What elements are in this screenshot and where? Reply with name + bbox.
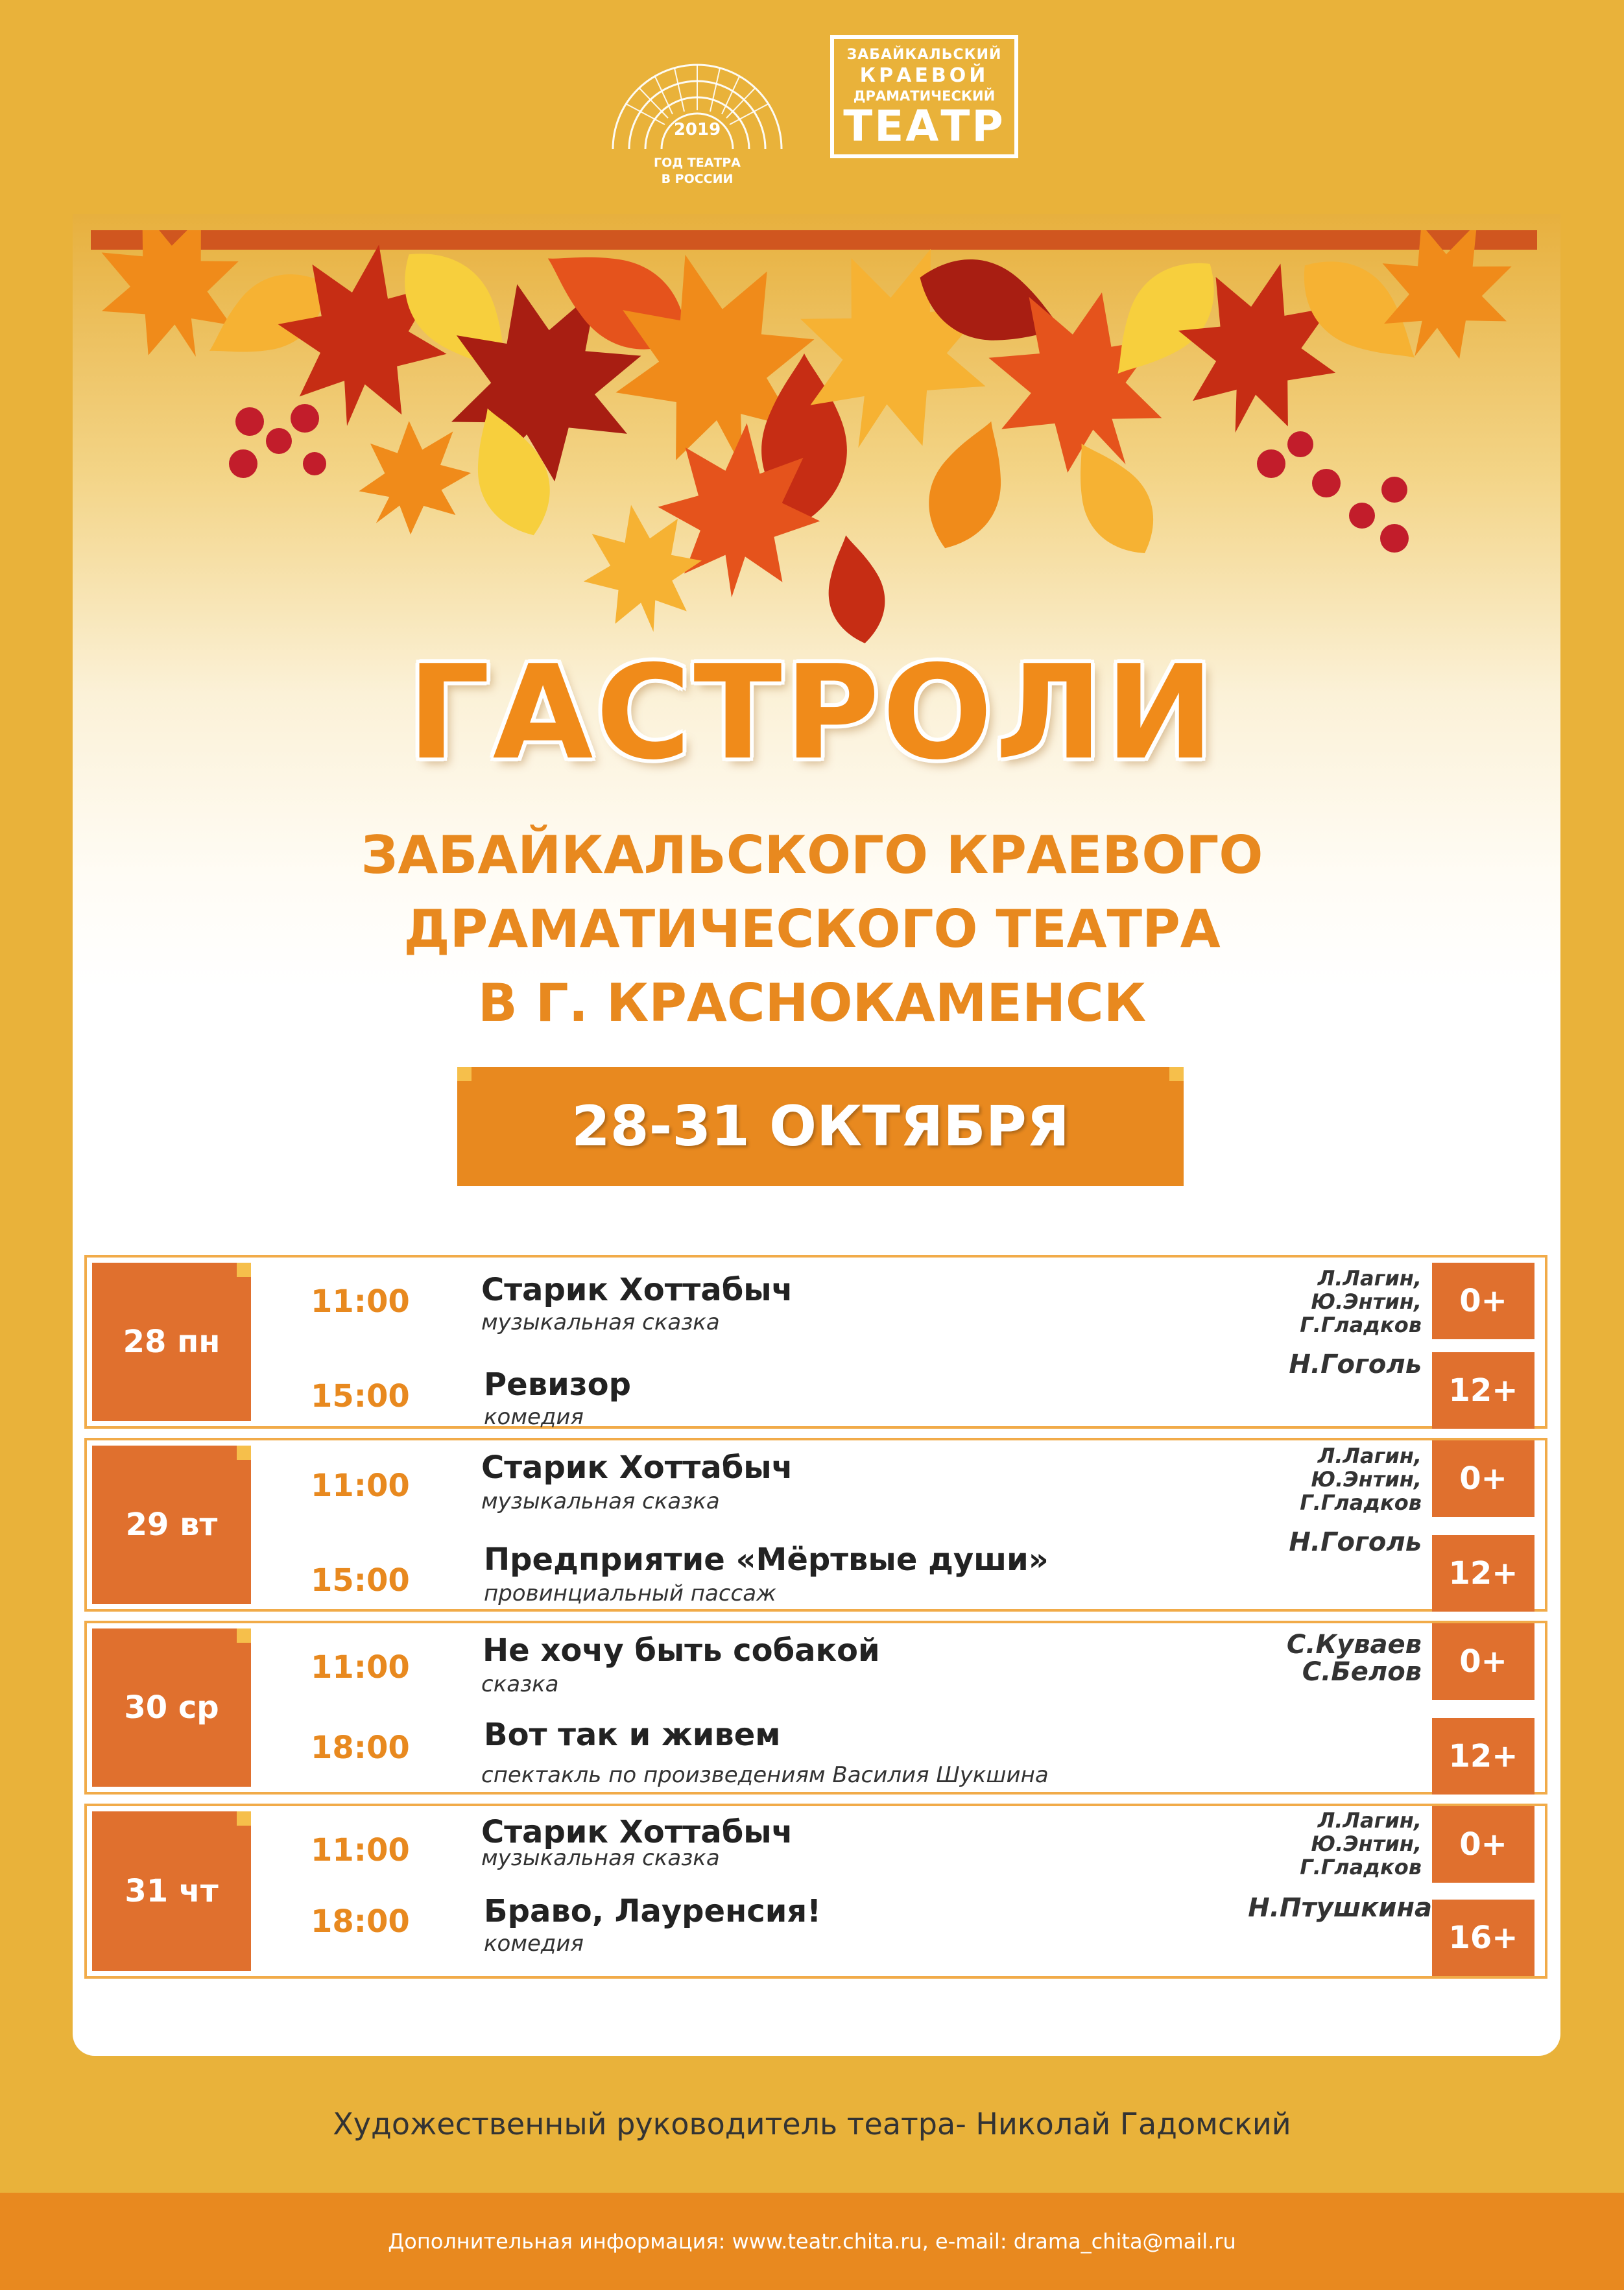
age-rating: 16+ bbox=[1432, 1900, 1534, 1976]
artistic-director: Художественный руководитель театра- Николай Гадомский bbox=[333, 2106, 1291, 2141]
date-range: 28-31 ОКТЯБРЯ bbox=[571, 1094, 1070, 1159]
autumn-leaves-illustration bbox=[91, 230, 1537, 697]
show-time: 11:00 bbox=[311, 1283, 410, 1320]
show-time: 15:00 bbox=[311, 1378, 410, 1414]
author-line: Г.Гладков bbox=[1300, 1855, 1422, 1879]
author-line: Ю.Энтин, bbox=[1311, 1831, 1422, 1856]
author-line: Ю.Энтин, bbox=[1311, 1467, 1422, 1492]
day-text: 31 чт bbox=[125, 1873, 219, 1909]
author-line: Л.Лагин, bbox=[1317, 1444, 1422, 1468]
day-label bbox=[92, 1811, 251, 1971]
footer-contact: Дополнительная информация: www.teatr.chita.ru, e-mail: drama_chita@mail.ru bbox=[0, 2193, 1624, 2290]
show-genre: музыкальная сказка bbox=[481, 1845, 720, 1871]
logo-year-text: 2019 bbox=[673, 120, 721, 139]
age-rating: 12+ bbox=[1432, 1535, 1534, 1612]
show-title: Старик Хоттабыч bbox=[481, 1449, 793, 1486]
schedule-day bbox=[84, 1621, 1547, 1795]
age-rating: 0+ bbox=[1432, 1440, 1534, 1517]
author-line: Г.Гладков bbox=[1300, 1490, 1422, 1515]
show-author bbox=[1149, 1267, 1422, 1337]
show-genre: комедия bbox=[484, 1404, 584, 1430]
show-genre: сказка bbox=[481, 1671, 559, 1697]
age-rating: 0+ bbox=[1432, 1263, 1534, 1339]
label-corner bbox=[237, 1628, 251, 1643]
author-line: Ю.Энтин, bbox=[1311, 1289, 1422, 1314]
author-line: Г.Гладков bbox=[1300, 1313, 1422, 1337]
show-title: Не хочу быть собакой bbox=[483, 1632, 880, 1669]
show-title: Предприятие «Мёртвые души» bbox=[484, 1542, 1049, 1578]
subtitle bbox=[0, 818, 1624, 1040]
show-genre: музыкальная сказка bbox=[481, 1488, 720, 1514]
author-line: Л.Лагин, bbox=[1317, 1808, 1422, 1833]
author-line: Л.Лагин, bbox=[1317, 1266, 1422, 1291]
show-author bbox=[1160, 1894, 1432, 1922]
show-title: Ревизор bbox=[484, 1366, 631, 1403]
show-time: 11:00 bbox=[311, 1649, 410, 1686]
headline: ГАСТРОЛИ bbox=[407, 638, 1217, 789]
author-line: Н.Птушкина bbox=[1248, 1893, 1432, 1923]
banner-corner bbox=[457, 1067, 472, 1081]
label-corner bbox=[237, 1263, 251, 1277]
show-genre: спектакль по произведениям Василия Шукшина bbox=[481, 1762, 1049, 1788]
author-line: С.Куваев bbox=[1286, 1630, 1422, 1660]
show-time: 11:00 bbox=[311, 1468, 410, 1504]
author-line: Н.Гоголь bbox=[1289, 1527, 1422, 1557]
show-time: 11:00 bbox=[311, 1832, 410, 1868]
age-rating: 12+ bbox=[1432, 1352, 1534, 1429]
theatre-logo-line1: ЗАБАЙКАЛЬСКИЙ bbox=[846, 47, 1002, 63]
day-text: 28 пн bbox=[123, 1324, 221, 1360]
day-label bbox=[92, 1446, 251, 1604]
age-rating: 0+ bbox=[1432, 1623, 1534, 1700]
theatre-logo-line4: ТЕАТР bbox=[843, 101, 1005, 151]
day-label bbox=[92, 1263, 251, 1421]
show-time: 15:00 bbox=[311, 1562, 410, 1599]
subtitle-line2: ДРАМАТИЧЕСКОГО ТЕАТРА bbox=[403, 899, 1221, 959]
show-author bbox=[1149, 1351, 1422, 1378]
logo-year-line2: В РОССИИ bbox=[661, 172, 734, 186]
subtitle-line3: В Г. КРАСНОКАМЕНСК bbox=[477, 973, 1147, 1033]
author-line: Н.Гоголь bbox=[1289, 1350, 1422, 1379]
schedule-day bbox=[84, 1438, 1547, 1612]
banner-corner bbox=[1169, 1067, 1184, 1081]
logo-year-line1: ГОД ТЕАТРА bbox=[653, 156, 741, 170]
show-author bbox=[1149, 1444, 1422, 1514]
show-title: Вот так и живем bbox=[484, 1717, 781, 1753]
day-text: 29 вт bbox=[125, 1507, 218, 1543]
subtitle-line1: ЗАБАЙКАЛЬСКОГО КРАЕВОГО bbox=[361, 825, 1263, 885]
day-text: 30 ср bbox=[124, 1689, 219, 1726]
schedule-table bbox=[84, 1255, 1547, 1988]
day-label bbox=[92, 1628, 251, 1787]
schedule-day bbox=[84, 1804, 1547, 1979]
show-genre: комедия bbox=[484, 1931, 584, 1957]
age-rating: 0+ bbox=[1432, 1806, 1534, 1883]
schedule-day bbox=[84, 1255, 1547, 1429]
show-genre: провинциальный пассаж bbox=[484, 1580, 776, 1606]
theatre-logo-line2: КРАЕВОЙ bbox=[859, 64, 989, 87]
year-of-theatre-logo bbox=[600, 39, 794, 201]
date-banner bbox=[457, 1067, 1184, 1186]
label-corner bbox=[237, 1811, 251, 1826]
author-line: С.Белов bbox=[1302, 1657, 1422, 1687]
show-genre: музыкальная сказка bbox=[481, 1309, 720, 1335]
show-title: Старик Хоттабыч bbox=[481, 1814, 793, 1850]
show-author bbox=[1149, 1631, 1422, 1686]
header-logos bbox=[0, 26, 1624, 195]
age-rating: 12+ bbox=[1432, 1718, 1534, 1795]
theatre-logo-line3: ДРАМАТИЧЕСКИЙ bbox=[853, 88, 996, 104]
show-title: Браво, Лауренсия! bbox=[484, 1893, 822, 1929]
show-time: 18:00 bbox=[311, 1903, 410, 1940]
show-time: 18:00 bbox=[311, 1730, 410, 1766]
theatre-logo bbox=[830, 35, 1018, 158]
label-corner bbox=[237, 1446, 251, 1460]
show-author bbox=[1149, 1529, 1422, 1556]
show-title: Старик Хоттабыч bbox=[481, 1272, 793, 1308]
show-author bbox=[1149, 1809, 1422, 1879]
